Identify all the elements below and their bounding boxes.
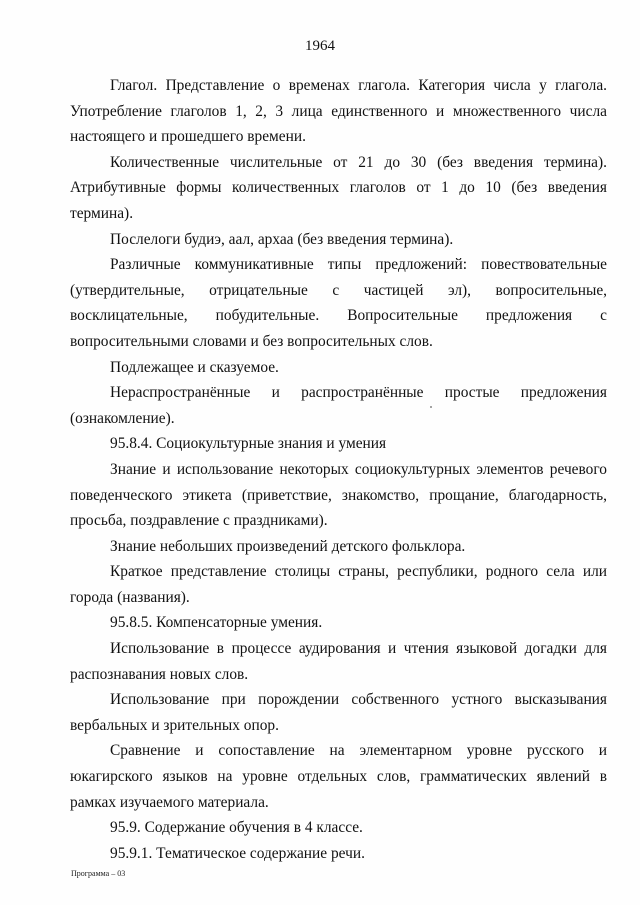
- paragraph-etiquette: Знание и использование некоторых социокультурных элементов речевого поведенческого этикета (приветствие, знакомство, прощание, благодарность, просьба, поздравление с праздниками).: [70, 460, 607, 530]
- paragraph-supports: Использование при порождении собственного устного высказывания вербальных и зрительных опор.: [70, 691, 607, 734]
- page-footer: Программа – 03: [71, 869, 126, 878]
- paragraph-comparison: Сравнение и сопоставление на элементарном уровне русского и юкагирского языков на уровне отдельных слов, грамматических явлений в рамках изучаемого материала.: [70, 742, 607, 811]
- paragraph-verb: Глагол. Представление о временах глагола. Категория числа у глагола. Употребление глаголов 1, 2, 3 лица единственного и множественного числа настоящего и прошедшего времени.: [70, 77, 607, 146]
- paragraph-numerals: Количественные числительные от 21 до 30 (без введения термина). Атрибутивные формы количественных глаголов от 1 до 10 (без введения термина).: [70, 153, 607, 222]
- paragraph-folklore: Знание небольших произведений детского фольклора.: [110, 537, 466, 555]
- paragraph-capital: Краткое представление столицы страны, республики, родного села или города (названия).: [70, 563, 607, 606]
- paragraph-guessing: Использование в процессе аудирования и чтения языковой догадки для распознавания новых слов.: [70, 640, 607, 683]
- scan-speck: [430, 406, 432, 408]
- paragraph-postpositions: Послелоги будиэ, аал, архаа (без введения термина).: [110, 230, 454, 248]
- page-number: 1964: [305, 38, 335, 54]
- paragraph-subject-predicate: Подлежащее и сказуемое.: [110, 358, 279, 376]
- paragraph-simple-sentences: Нераспространённые и распространённые простые предложения (ознакомление).: [70, 384, 607, 427]
- section-heading-95-9: 95.9. Содержание обучения в 4 классе.: [110, 819, 363, 837]
- document-body: [70, 73, 607, 866]
- paragraph-sentence-types: Различные коммуникативные типы предложений: повествовательные (утвердительные, отрицательные с частицей эл), вопросительные, восклицательные, побудительные. Вопросительные предложения с вопросительными словами и без вопросительных слов.: [70, 256, 607, 350]
- section-heading-95-8-5: 95.8.5. Компенсаторные умения.: [110, 614, 323, 632]
- section-heading-95-9-1: 95.9.1. Тематическое содержание речи.: [110, 844, 365, 862]
- section-heading-95-8-4: 95.8.4. Социокультурные знания и умения: [110, 435, 387, 453]
